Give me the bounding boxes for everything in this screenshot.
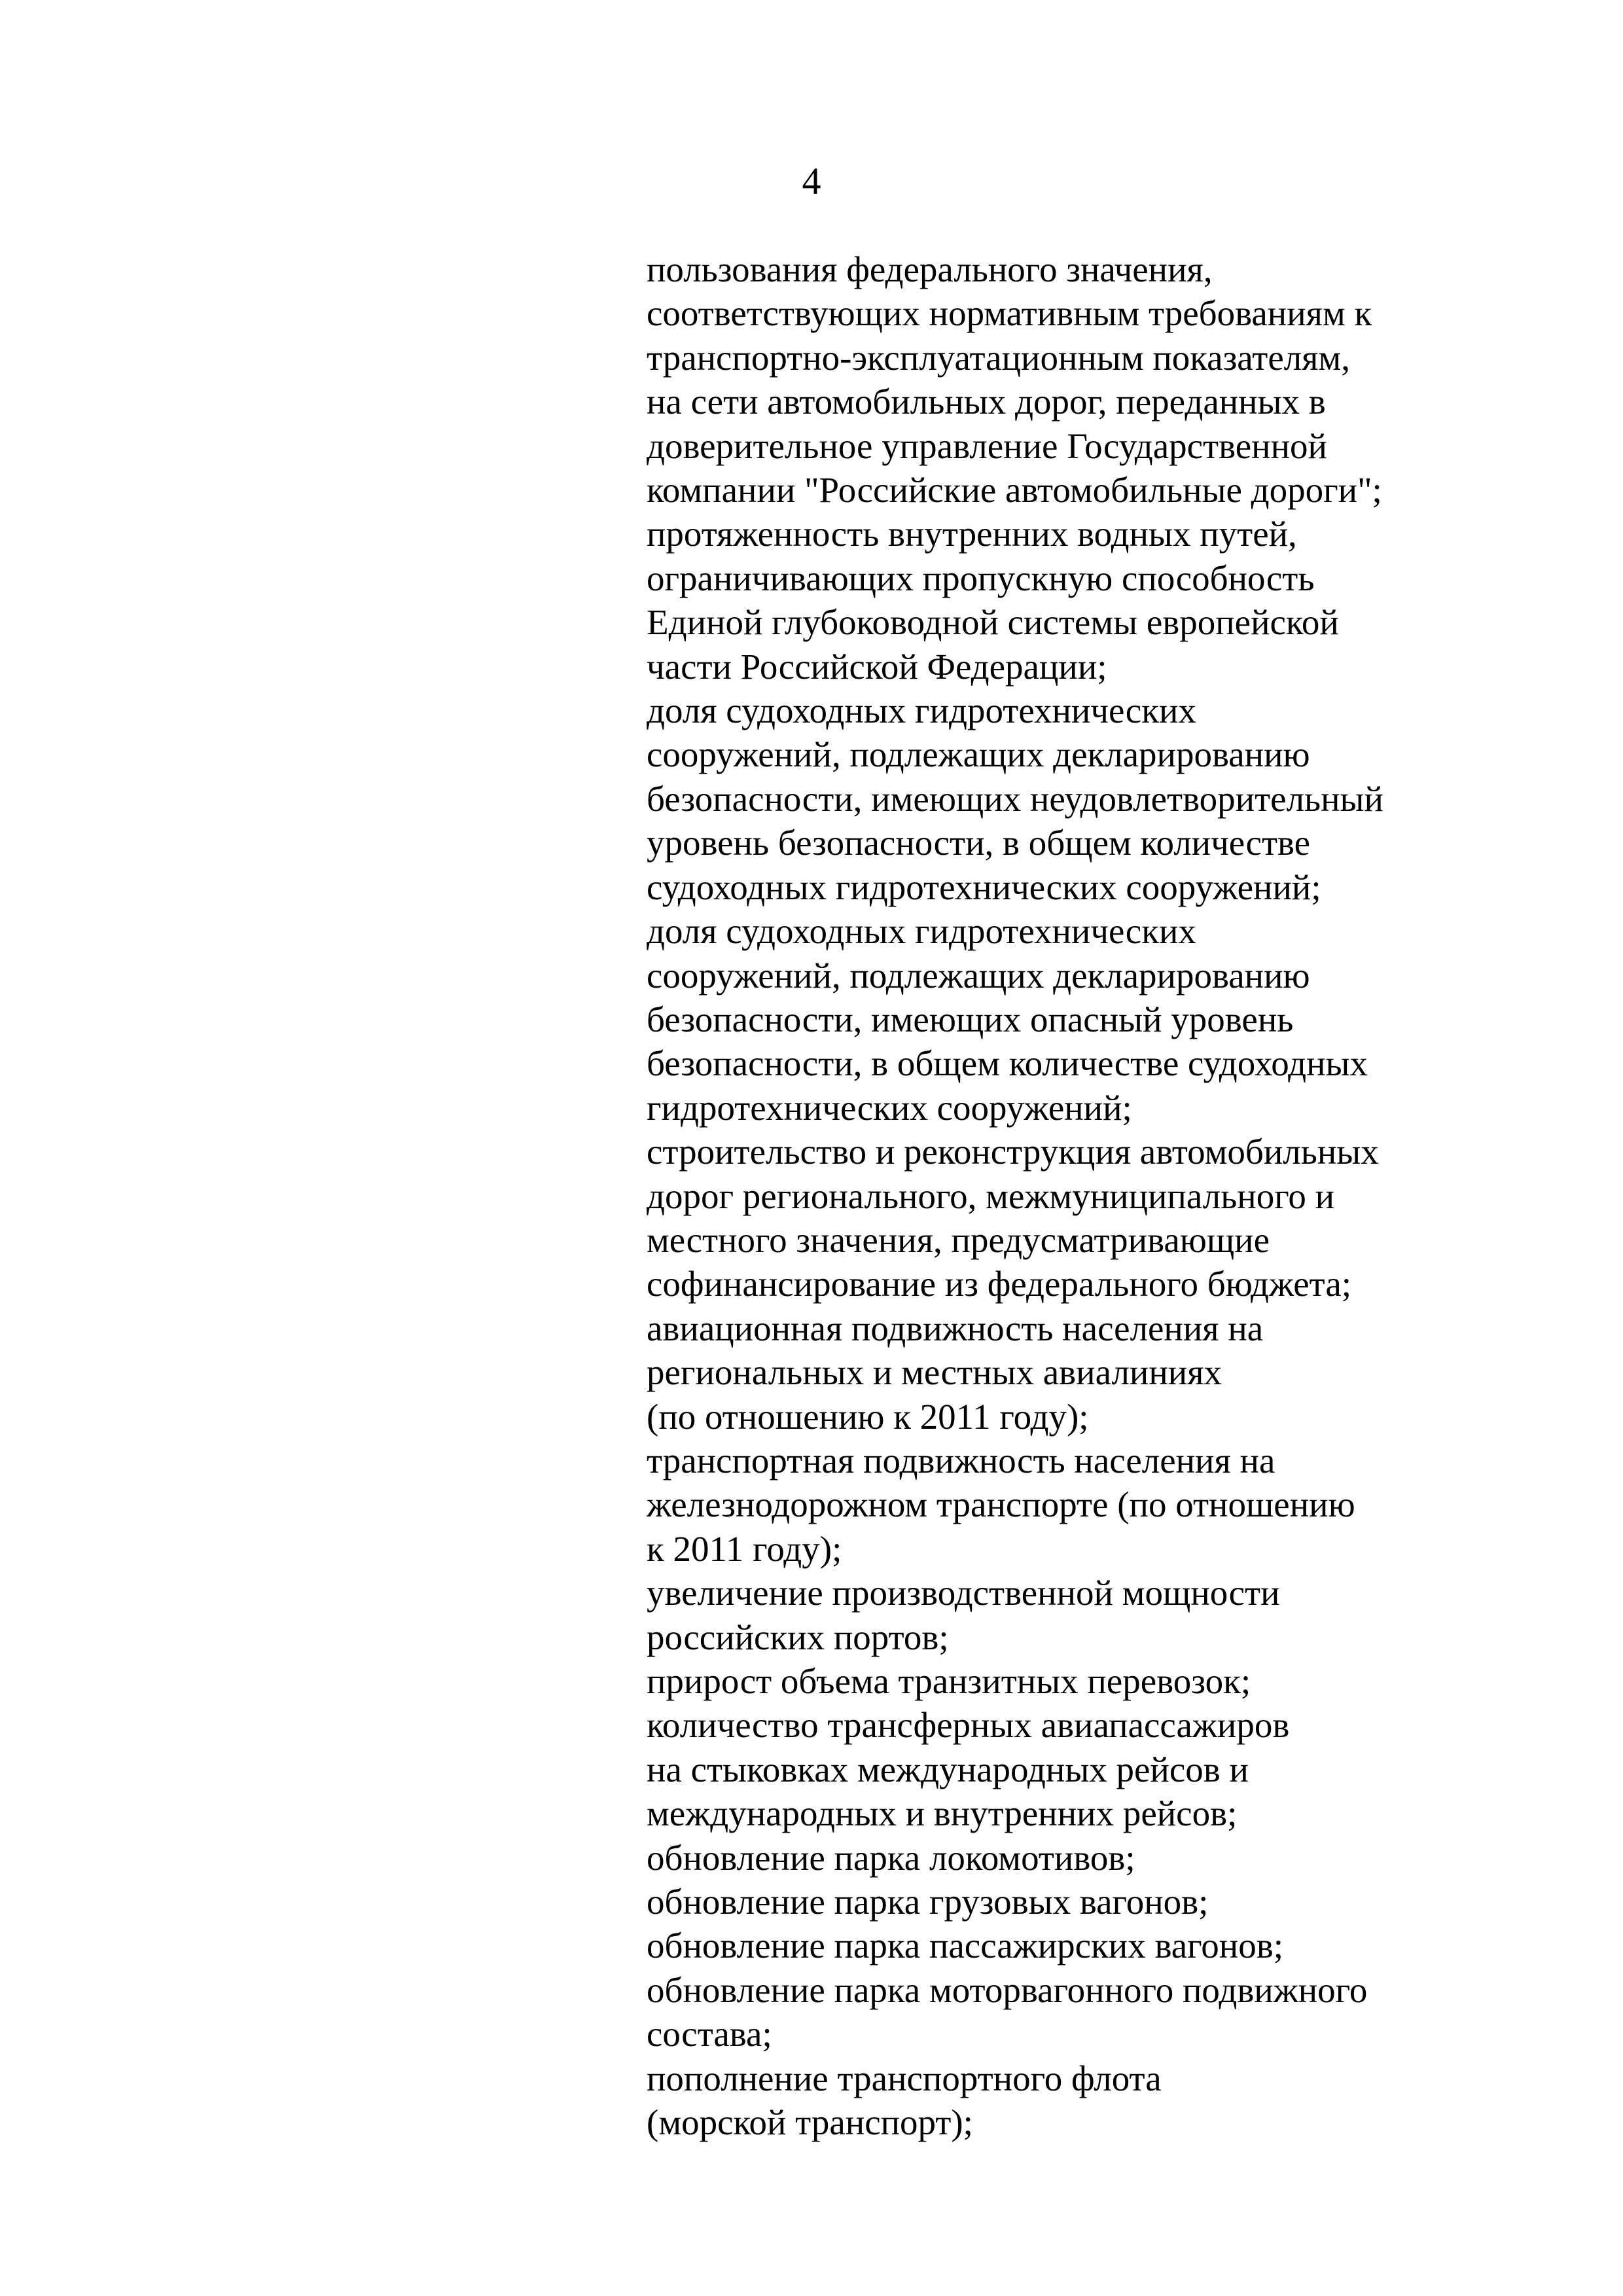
text-line: количество трансферных авиапассажиров — [647, 1705, 1290, 1746]
text-line: авиационная подвижность населения на — [647, 1308, 1264, 1348]
text-line: прирост объема транзитных перевозок; — [647, 1661, 1251, 1701]
text-line: гидротехнических сооружений; — [647, 1087, 1132, 1128]
text-line: обновление парка локомотивов; — [647, 1837, 1135, 1878]
text-line: обновление парка грузовых вагонов; — [647, 1882, 1209, 1922]
text-line: транспортная подвижность населения на — [647, 1440, 1275, 1480]
page-number: 4 — [802, 160, 821, 202]
text-line: софинансирование из федерального бюджета; — [647, 1264, 1352, 1304]
text-line: международных и внутренних рейсов; — [647, 1793, 1238, 1834]
text-line: на стыковках международных рейсов и — [647, 1749, 1249, 1789]
text-line: уровень безопасности, в общем количестве — [647, 823, 1311, 863]
text-line: транспортно-эксплуатационным показателям, — [647, 337, 1351, 378]
text-line: пользования федерального значения, — [647, 249, 1213, 289]
text-line: железнодорожном транспорте (по отношению — [647, 1484, 1355, 1525]
text-line: пополнение транспортного флота — [647, 2058, 1162, 2098]
text-line: безопасности, имеющих неудовлетворительный — [647, 778, 1383, 819]
text-line: строительство и реконструкция автомобильных — [647, 1132, 1379, 1172]
text-line: к 2011 году); — [647, 1528, 842, 1569]
text-line: обновление парка моторвагонного подвижного — [647, 1969, 1368, 2010]
text-line: дорог регионального, межмуниципального и — [647, 1175, 1335, 1216]
text-line: безопасности, в общем количестве судоходных — [647, 1043, 1368, 1084]
text-line: увеличение производственной мощности — [647, 1573, 1280, 1613]
text-line: состава; — [647, 2014, 772, 2054]
text-line: протяженность внутренних водных путей, — [647, 514, 1297, 554]
text-line: сооружений, подлежащих декларированию — [647, 955, 1310, 996]
text-line: доверительное управление Государственной — [647, 425, 1327, 466]
text-line: доля судоходных гидротехнических — [647, 691, 1196, 731]
text-line: ограничивающих пропускную способность — [647, 558, 1315, 598]
indicator-list — [647, 247, 1524, 2144]
text-line: доля судоходных гидротехнических — [647, 911, 1196, 952]
text-line: обновление парка пассажирских вагонов; — [647, 1926, 1283, 1966]
text-line: (морской транспорт); — [647, 2102, 973, 2143]
text-line: судоходных гидротехнических сооружений; — [647, 867, 1321, 907]
text-line: региональных и местных авиалиниях — [647, 1352, 1222, 1393]
text-line: российских портов; — [647, 1617, 949, 1657]
text-line: Единой глубоководной системы европейской — [647, 602, 1339, 643]
text-line: безопасности, имеющих опасный уровень — [647, 999, 1294, 1039]
text-line: на сети автомобильных дорог, переданных в — [647, 382, 1326, 422]
text-line: местного значения, предусматривающие — [647, 1219, 1270, 1260]
text-line: (по отношению к 2011 году); — [647, 1396, 1089, 1437]
text-line: компании "Российские автомобильные дороги"; — [647, 470, 1382, 511]
text-line: сооружений, подлежащих декларированию — [647, 734, 1310, 775]
text-line: соответствующих нормативным требованиям к — [647, 293, 1372, 334]
text-line: части Российской Федерации; — [647, 646, 1107, 687]
